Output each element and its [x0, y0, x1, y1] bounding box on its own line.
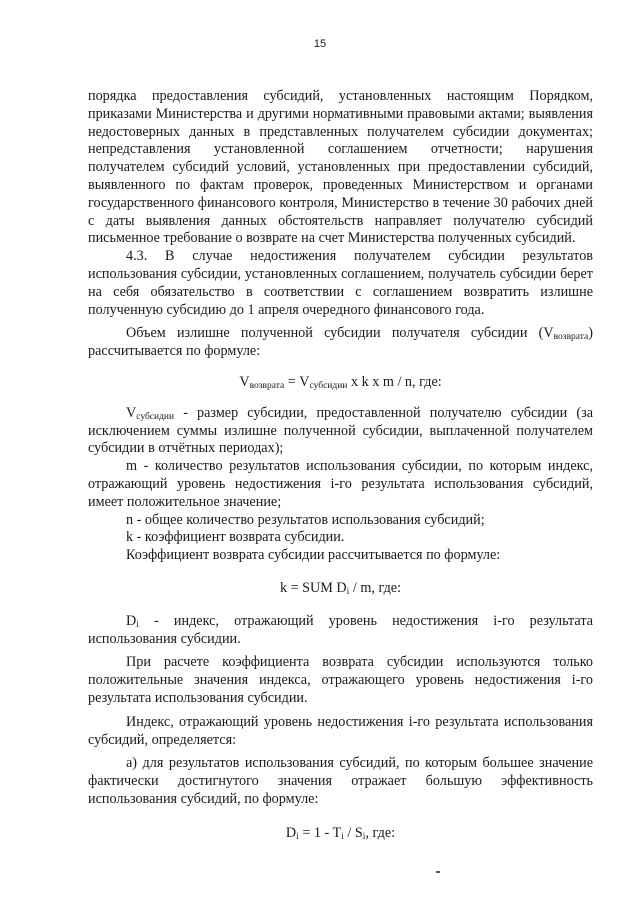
definition-v-subsidy: $V_{субсидии}$ - размер субсидии, предоставленной получателю субсидии (за исключением суммы излишне полученной субсидии, выплаченной получателем субсидии в отчётных периодах); — [88, 404, 593, 457]
paragraph-positive-values: При расчете коэффициента возврата субсидии используются только положительные значения индекса, отражающего уровень недостижения i-го результата использования субсидии. — [88, 654, 593, 706]
definition-d-index: $D_i$ - индекс, отражающий уровень недостижения i-го результата использования субсидии. — [88, 612, 593, 647]
definition-m: m - количество результатов использования субсидии, по которым индекс, отражающий уровень недостижения i-го результата использования субсидий, имеет положительное значение; — [88, 458, 593, 510]
paragraph-index-definition: Индекс, отражающий уровень недостижения i-го результата использования субсидий, определяется: — [88, 713, 593, 748]
paragraph-refund-volume: Объем излишне полученной субсидии получателя субсидии $(V_{возврата})$ рассчитывается по формуле: — [88, 325, 593, 360]
document-body — [88, 88, 593, 842]
scan-mark — [436, 871, 440, 873]
formula-refund-volume: $V_{возврата} = V_{субсидии}$ x k x m / n, где: — [239, 373, 442, 391]
formula-coefficient: k = SUM $D_i$ / m, где: — [279, 579, 402, 597]
paragraph-case-a: а) для результатов использования субсидий, по которым большее значение фактически достигнутого значения отражает большую эффективность использования субсидий, по формуле: — [88, 755, 593, 807]
definition-n: n - общее количество результатов использования субсидий; — [126, 511, 485, 528]
paragraph-refund-grounds: порядка предоставления субсидий, установленных настоящим Порядком, приказами Министерства и другими нормативными правовыми актами; выявления недостоверных данных в представленных получателем субсидии документах; непредставления установленной соглашением отчетности; нарушения получателем субсидий условий, установленных при предоставлении субсидий, выявленного по фактам проверок, проведенных Министерством и органами государственного финансового контроля, Министерство в течение 30 рабочих дней с даты выявления данных обстоятельств направляет получателю субсидий письменное требование о возврате на счет Министерства полученных субсидий. — [88, 88, 593, 247]
paragraph-4-3: 4.3. В случае недостижения получателем субсидии результатов использования субсидии, установленных соглашением, получатель субсидии берет на себя обязательство в соответствии с соглашением возвратить излишне полученную субсидию до 1 апреля очередного финансового года. — [88, 248, 593, 318]
formula-index: $D_i = 1 - T_i / S_i$, где: — [285, 824, 396, 842]
page-number: 15 — [313, 38, 327, 50]
definition-k: k - коэффициент возврата субсидии. — [126, 529, 345, 546]
paragraph-coefficient: Коэффициент возврата субсидии рассчитывается по формуле: — [126, 547, 501, 564]
